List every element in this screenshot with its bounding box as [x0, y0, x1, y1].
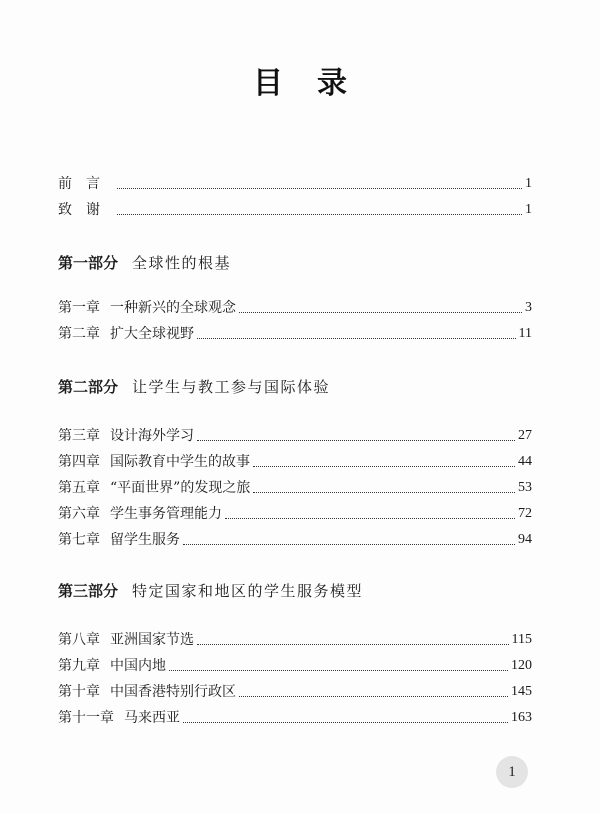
chapter-title: 学生事务管理能力: [110, 506, 222, 522]
chapter-title: 设计海外学习: [110, 428, 194, 444]
page-number-badge: 1: [496, 756, 528, 788]
chapter-number: 第二章: [58, 326, 100, 342]
dot-leader: [197, 644, 509, 645]
part-number: 第三部分: [58, 582, 119, 600]
toc-entry-preface[interactable]: [58, 174, 532, 194]
dot-leader: [239, 312, 522, 313]
chapter-page: 11: [518, 326, 532, 341]
chapter-page: 115: [511, 632, 532, 647]
part-number: 第一部分: [58, 254, 119, 272]
toc-chapter-7[interactable]: [58, 530, 532, 550]
chapter-page: 44: [518, 454, 532, 469]
chapter-title: 扩大全球视野: [110, 326, 194, 342]
chapter-page: 120: [511, 658, 532, 673]
chapter-number: 第八章: [58, 632, 100, 648]
entry-page: 1: [525, 176, 532, 191]
dot-leader: [117, 214, 522, 215]
chapter-page: 163: [511, 710, 532, 725]
dot-leader: [253, 492, 515, 493]
chapter-page: 145: [511, 684, 532, 699]
chapter-page: 53: [518, 480, 532, 495]
dot-leader: [169, 670, 508, 671]
chapter-number: 第十章: [58, 684, 100, 700]
toc-chapter-6[interactable]: [58, 504, 532, 524]
chapter-title: 留学生服务: [110, 532, 180, 548]
part-title: 特定国家和地区的学生服务模型: [132, 582, 364, 600]
part-number: 第二部分: [58, 378, 119, 396]
dot-leader: [183, 544, 515, 545]
toc-chapter-5[interactable]: [58, 478, 532, 498]
chapter-number: 第七章: [58, 532, 100, 548]
chapter-number: 第三章: [58, 428, 100, 444]
entry-label: 前言: [58, 176, 114, 192]
toc-chapter-3[interactable]: [58, 426, 532, 446]
chapter-title: 马来西亚: [124, 710, 180, 726]
toc-part-2[interactable]: [58, 376, 532, 398]
part-title: 全球性的根基: [132, 254, 232, 272]
dot-leader: [239, 696, 508, 697]
chapter-title: 中国内地: [110, 658, 166, 674]
chapter-title: 国际教育中学生的故事: [110, 454, 250, 470]
chapter-title: “平面世界”的发现之旅: [110, 480, 251, 496]
toc-part-3[interactable]: [58, 580, 532, 602]
toc-entry-acknowledgements[interactable]: [58, 200, 532, 220]
toc-chapter-10[interactable]: [58, 682, 532, 702]
chapter-page: 3: [525, 300, 532, 315]
dot-leader: [197, 338, 516, 339]
chapter-page: 94: [518, 532, 532, 547]
dot-leader: [117, 188, 522, 189]
toc-chapter-2[interactable]: [58, 324, 532, 344]
chapter-page: 72: [518, 506, 532, 521]
chapter-page: 27: [518, 428, 532, 443]
toc-chapter-1[interactable]: [58, 298, 532, 318]
chapter-number: 第十一章: [58, 710, 114, 726]
dot-leader: [197, 440, 515, 441]
part-title: 让学生与教工参与国际体验: [132, 378, 331, 396]
toc-chapter-4[interactable]: [58, 452, 532, 472]
toc-chapter-8[interactable]: [58, 630, 532, 650]
chapter-number: 第四章: [58, 454, 100, 470]
chapter-number: 第五章: [58, 480, 100, 496]
chapter-title: 亚洲国家节选: [110, 632, 194, 648]
chapter-number: 第一章: [58, 300, 100, 316]
dot-leader: [183, 722, 508, 723]
toc-chapter-9[interactable]: [58, 656, 532, 676]
page-title: 目录: [253, 66, 381, 101]
dot-leader: [253, 466, 515, 467]
chapter-number: 第六章: [58, 506, 100, 522]
chapter-title: 中国香港特别行政区: [110, 684, 236, 700]
toc-chapter-11[interactable]: [58, 708, 532, 728]
entry-label: 致谢: [58, 202, 114, 218]
toc-part-1[interactable]: [58, 252, 532, 274]
chapter-number: 第九章: [58, 658, 100, 674]
entry-page: 1: [525, 202, 532, 217]
dot-leader: [225, 518, 515, 519]
chapter-title: 一种新兴的全球观念: [110, 300, 236, 316]
